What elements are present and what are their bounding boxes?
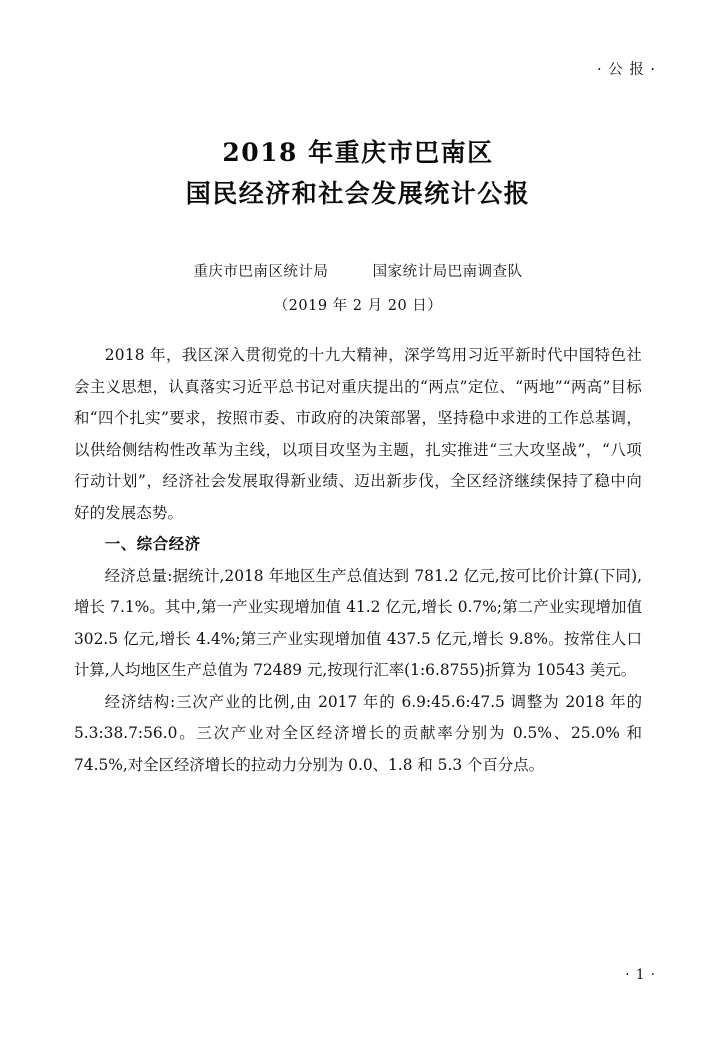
byline-org-1: 重庆市巴南区统计局 [193, 264, 329, 280]
paragraph-economic-structure: 经济结构:三次产业的比例,由 2017 年的 6.9:45.6:47.5 调整为 2018 年的 5.3:38.7:56.0。三次产业对全区经济增长的贡献率分别为 0.5%、25.0% 和 74.5%,对全区经济增长的拉动力分别为 0.0、1.8 和 5.3 个百分点。 [74, 692, 642, 774]
page-number: · 1 · [625, 967, 656, 983]
byline-org-2: 国家统计局巴南调查队 [372, 264, 523, 280]
document-body [74, 340, 642, 781]
byline [0, 260, 716, 281]
section-heading-1: 一、综合经济 [104, 535, 201, 553]
paragraph-intro: 2018 年，我区深入贯彻党的十九大精神，深学笃用习近平新时代中国特色社会主义思想，认真落实习近平总书记对重庆提出的“两点”定位、“两地”“两高”目标和“四个扎实”要求，按照市委、市政府的决策部署，坚持稳中求进的工作总基调，以供给侧结构性改革为主线，以项目攻坚为主题，扎实推进“三大攻坚战”，“八项行动计划”，经济社会发展取得新业绩、迈出新步伐，全区经济继续保持了稳中向好的发展态势。 [74, 346, 642, 522]
byline-date: （2019 年 2 月 20 日） [273, 298, 443, 314]
paragraph-economic-total: 经济总量:据统计,2018 年地区生产总值达到 781.2 亿元,按可比价计算(下同),增长 7.1%。其中,第一产业实现增加值 41.2 亿元,增长 0.7%;第二产业实现增加值 302.5 亿元,增长 4.4%;第三产业实现增加值 437.5 亿元,增长 9.8%。按常住人口计算,人均地区生产总值为 72489 元,按现行汇率(1:6.8755)折算为 10543 美元。 [74, 566, 642, 679]
title-line-2: 国民经济和社会发展统计公报 [185, 179, 531, 209]
document-title [0, 132, 716, 215]
title-line-1: 2018 年重庆市巴南区 [222, 138, 494, 167]
page-header-mark: · 公 报 · [596, 62, 656, 78]
